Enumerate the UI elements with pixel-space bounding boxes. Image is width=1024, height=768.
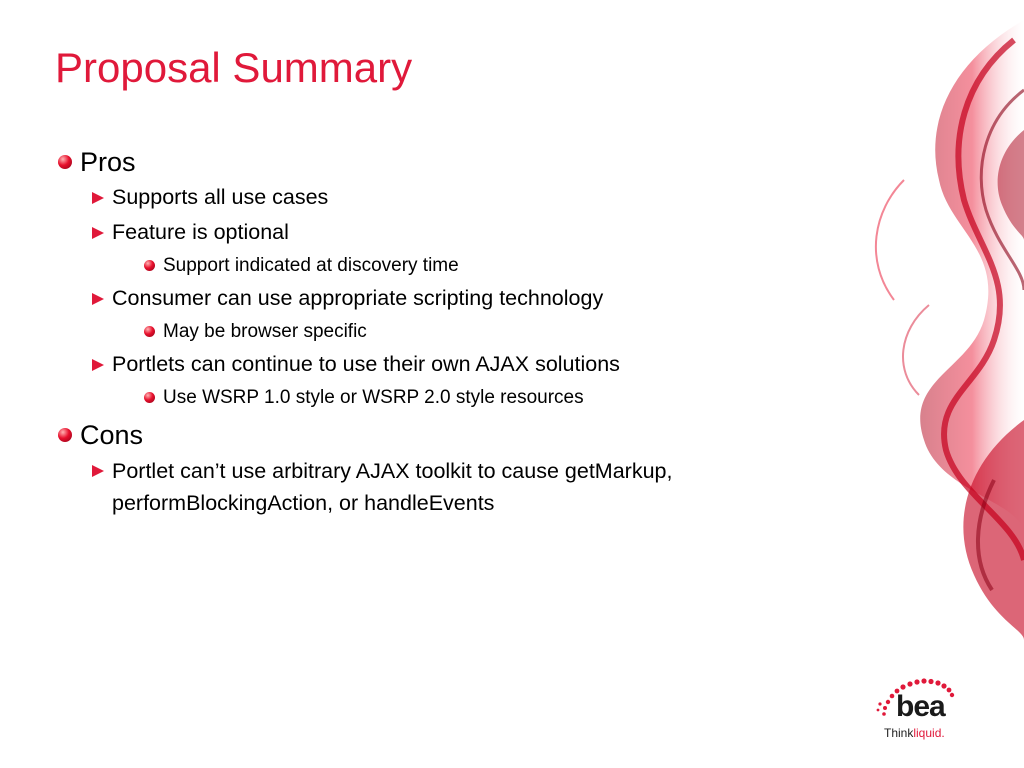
bullet-portlets-ajax <box>56 347 816 382</box>
bullet-cons <box>56 417 816 453</box>
tagline-liquid: liquid. <box>913 726 945 740</box>
bullet-pros <box>56 144 816 180</box>
bullet-wsrp-resources <box>56 382 816 413</box>
bullet-portlet-toolkit <box>56 453 816 519</box>
red-triangle-icon <box>92 227 104 239</box>
bullet-text: Support indicated at discovery time <box>163 255 459 276</box>
tagline-think: Think <box>884 726 914 740</box>
red-orb-icon <box>144 260 155 271</box>
red-orb-icon <box>144 392 155 403</box>
red-orb-icon <box>58 428 72 442</box>
bullet-consumer-scripting <box>56 281 816 316</box>
bullet-text: May be browser specific <box>163 321 367 342</box>
bullet-text: Portlets can continue to use their own AJAX solutions <box>112 352 620 376</box>
red-orb-icon <box>58 155 72 169</box>
logo-tagline <box>884 726 945 740</box>
bullet-text: Cons <box>80 420 144 450</box>
red-triangle-icon <box>92 465 104 477</box>
bullet-text: Pros <box>80 147 136 177</box>
bullet-text: Supports all use cases <box>112 185 329 209</box>
bea-logo <box>872 676 982 746</box>
red-triangle-icon <box>92 293 104 305</box>
bullet-feature-optional <box>56 215 816 250</box>
red-triangle-icon <box>92 192 104 204</box>
red-triangle-icon <box>92 359 104 371</box>
slide-title: Proposal Summary <box>55 44 413 91</box>
logo-wordmark: bea <box>896 690 945 723</box>
bullet-browser-specific <box>56 316 816 347</box>
bullet-support-indicated <box>56 250 816 281</box>
bullet-supports-all-use-cases <box>56 180 816 215</box>
bullet-text: Use WSRP 1.0 style or WSRP 2.0 style resources <box>163 387 584 408</box>
bullet-text: Feature is optional <box>112 220 289 244</box>
bullet-list <box>56 140 816 519</box>
red-orb-icon <box>144 326 155 337</box>
bullet-text: Consumer can use appropriate scripting technology <box>112 286 604 310</box>
bullet-text: Portlet can’t use arbitrary AJAX toolkit to cause getMarkup, performBlockingAction, or handleEvents <box>112 459 673 515</box>
